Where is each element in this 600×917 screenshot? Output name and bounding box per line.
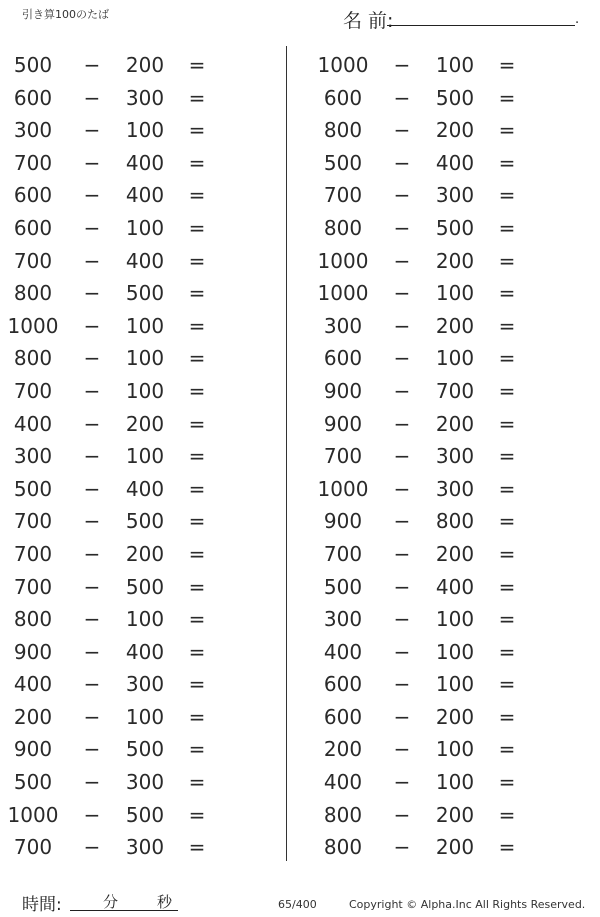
problem-row xyxy=(310,112,590,145)
minuend: 600 xyxy=(13,183,53,208)
minus-sign: − xyxy=(83,313,101,338)
minus-sign: − xyxy=(83,541,101,566)
problem-row xyxy=(310,145,590,178)
subtrahend: 100 xyxy=(125,704,165,729)
problem-row xyxy=(0,471,280,504)
minuend: 900 xyxy=(323,378,363,403)
problem-row xyxy=(310,373,590,406)
equals-sign: = xyxy=(498,53,516,77)
problem-row xyxy=(310,438,590,471)
problem-row xyxy=(0,536,280,569)
left-column xyxy=(0,47,280,862)
equals-sign: = xyxy=(188,281,206,306)
minuend: 700 xyxy=(13,150,53,175)
equals-sign: = xyxy=(188,835,206,860)
minuend: 300 xyxy=(323,607,363,632)
problem-row xyxy=(0,112,280,145)
minuend: 1000 xyxy=(317,281,369,306)
subtrahend: 800 xyxy=(435,509,475,534)
subtrahend: 100 xyxy=(125,444,165,469)
equals-sign: = xyxy=(498,313,516,338)
subtrahend: 200 xyxy=(125,541,165,566)
minuend: 700 xyxy=(13,835,53,860)
name-label: 名 前: xyxy=(343,10,394,32)
problem-row xyxy=(310,406,590,439)
equals-sign: = xyxy=(188,770,206,795)
problem-row xyxy=(0,340,280,373)
minuend: 600 xyxy=(323,704,363,729)
equals-sign: = xyxy=(188,476,206,501)
subtrahend: 200 xyxy=(125,53,165,77)
minuend: 800 xyxy=(323,215,363,240)
copyright-text: Copyright © Alpha.Inc All Rights Reserved. xyxy=(349,898,586,911)
minuend: 400 xyxy=(13,672,53,697)
equals-sign: = xyxy=(188,607,206,632)
problem-row xyxy=(0,634,280,667)
column-divider xyxy=(286,46,287,861)
minus-sign: − xyxy=(83,248,101,273)
minuend: 800 xyxy=(323,802,363,827)
minus-sign: − xyxy=(393,672,411,697)
subtrahend: 700 xyxy=(435,378,475,403)
minuend: 900 xyxy=(13,737,53,762)
minus-sign: − xyxy=(83,639,101,664)
minuend: 600 xyxy=(13,85,53,110)
minus-sign: − xyxy=(393,704,411,729)
problem-row xyxy=(0,406,280,439)
equals-sign: = xyxy=(498,835,516,860)
problem-row xyxy=(0,243,280,276)
equals-sign: = xyxy=(498,476,516,501)
subtrahend: 100 xyxy=(125,607,165,632)
subtrahend: 200 xyxy=(125,411,165,436)
minuend: 500 xyxy=(323,150,363,175)
problem-row xyxy=(310,601,590,634)
minus-sign: − xyxy=(83,509,101,534)
equals-sign: = xyxy=(498,639,516,664)
equals-sign: = xyxy=(498,118,516,143)
equals-sign: = xyxy=(188,672,206,697)
minuend: 700 xyxy=(13,248,53,273)
subtrahend: 100 xyxy=(435,607,475,632)
minuend: 200 xyxy=(323,737,363,762)
minus-sign: − xyxy=(393,378,411,403)
minuend: 400 xyxy=(323,639,363,664)
subtrahend: 400 xyxy=(125,183,165,208)
minuend: 400 xyxy=(13,411,53,436)
equals-sign: = xyxy=(498,248,516,273)
problem-row xyxy=(0,210,280,243)
problem-row xyxy=(310,308,590,341)
minuend: 1000 xyxy=(7,313,59,338)
equals-sign: = xyxy=(498,541,516,566)
minuend: 700 xyxy=(323,183,363,208)
minus-sign: − xyxy=(83,378,101,403)
problem-row xyxy=(0,145,280,178)
minus-sign: − xyxy=(83,85,101,110)
minus-sign: − xyxy=(393,150,411,175)
equals-sign: = xyxy=(188,85,206,110)
minus-sign: − xyxy=(83,770,101,795)
minuend: 600 xyxy=(13,215,53,240)
problem-row xyxy=(310,699,590,732)
equals-sign: = xyxy=(188,248,206,273)
problem-row xyxy=(310,80,590,113)
equals-sign: = xyxy=(188,378,206,403)
subtrahend: 200 xyxy=(435,802,475,827)
problem-row xyxy=(310,503,590,536)
minus-sign: − xyxy=(393,541,411,566)
problem-row xyxy=(310,731,590,764)
minus-sign: − xyxy=(83,704,101,729)
equals-sign: = xyxy=(498,281,516,306)
page-title: 引き算100のたば xyxy=(22,8,109,21)
problem-row xyxy=(310,797,590,830)
minutes-label: 分 xyxy=(103,893,119,911)
minus-sign: − xyxy=(393,85,411,110)
equals-sign: = xyxy=(498,183,516,208)
equals-sign: = xyxy=(188,509,206,534)
problem-row xyxy=(310,634,590,667)
minuend: 700 xyxy=(323,541,363,566)
equals-sign: = xyxy=(188,346,206,371)
subtrahend: 300 xyxy=(125,770,165,795)
equals-sign: = xyxy=(498,215,516,240)
equals-sign: = xyxy=(188,737,206,762)
minus-sign: − xyxy=(393,802,411,827)
minus-sign: − xyxy=(393,835,411,860)
problem-row xyxy=(0,503,280,536)
equals-sign: = xyxy=(188,150,206,175)
equals-sign: = xyxy=(188,53,206,77)
problem-row xyxy=(0,373,280,406)
name-line-dot: . xyxy=(575,12,580,27)
name-input-line[interactable] xyxy=(387,25,575,26)
minuend: 800 xyxy=(323,835,363,860)
subtrahend: 500 xyxy=(125,737,165,762)
problem-row xyxy=(310,829,590,862)
subtrahend: 100 xyxy=(125,313,165,338)
subtrahend: 400 xyxy=(125,639,165,664)
equals-sign: = xyxy=(498,704,516,729)
problem-row xyxy=(0,829,280,862)
minus-sign: − xyxy=(83,281,101,306)
minuend: 200 xyxy=(13,704,53,729)
subtrahend: 500 xyxy=(125,281,165,306)
subtrahend: 300 xyxy=(435,183,475,208)
minuend: 700 xyxy=(323,444,363,469)
minuend: 900 xyxy=(323,411,363,436)
subtrahend: 500 xyxy=(125,802,165,827)
minuend: 800 xyxy=(13,346,53,371)
equals-sign: = xyxy=(498,802,516,827)
minuend: 800 xyxy=(13,281,53,306)
equals-sign: = xyxy=(188,411,206,436)
minuend: 400 xyxy=(323,770,363,795)
equals-sign: = xyxy=(188,118,206,143)
minuend: 1000 xyxy=(317,248,369,273)
minus-sign: − xyxy=(83,574,101,599)
equals-sign: = xyxy=(498,509,516,534)
page-count: 65/400 xyxy=(278,898,317,911)
subtrahend: 200 xyxy=(435,411,475,436)
equals-sign: = xyxy=(498,346,516,371)
equals-sign: = xyxy=(188,704,206,729)
problem-row xyxy=(0,699,280,732)
minuend: 800 xyxy=(13,607,53,632)
minus-sign: − xyxy=(393,574,411,599)
minuend: 1000 xyxy=(317,53,369,77)
minuend: 300 xyxy=(13,118,53,143)
subtrahend: 500 xyxy=(435,85,475,110)
subtrahend: 100 xyxy=(125,118,165,143)
subtrahend: 100 xyxy=(125,346,165,371)
minuend: 700 xyxy=(13,509,53,534)
equals-sign: = xyxy=(188,183,206,208)
subtrahend: 300 xyxy=(125,672,165,697)
minuend: 500 xyxy=(13,476,53,501)
problem-row xyxy=(0,308,280,341)
problem-row xyxy=(0,666,280,699)
subtrahend: 500 xyxy=(125,509,165,534)
minus-sign: − xyxy=(83,835,101,860)
minus-sign: − xyxy=(393,346,411,371)
minus-sign: − xyxy=(83,150,101,175)
subtrahend: 300 xyxy=(125,835,165,860)
minus-sign: − xyxy=(393,281,411,306)
minus-sign: − xyxy=(393,215,411,240)
subtrahend: 100 xyxy=(435,346,475,371)
equals-sign: = xyxy=(498,378,516,403)
minus-sign: − xyxy=(83,411,101,436)
subtrahend: 500 xyxy=(125,574,165,599)
equals-sign: = xyxy=(498,607,516,632)
problem-row xyxy=(310,243,590,276)
subtrahend: 300 xyxy=(435,444,475,469)
right-column xyxy=(310,47,590,862)
minus-sign: − xyxy=(393,183,411,208)
minus-sign: − xyxy=(83,672,101,697)
problem-row xyxy=(0,797,280,830)
minus-sign: − xyxy=(393,607,411,632)
subtrahend: 400 xyxy=(125,248,165,273)
minus-sign: − xyxy=(83,346,101,371)
minus-sign: − xyxy=(83,215,101,240)
subtrahend: 100 xyxy=(435,281,475,306)
subtrahend: 100 xyxy=(435,672,475,697)
subtrahend: 100 xyxy=(435,770,475,795)
problem-row xyxy=(310,536,590,569)
subtrahend: 300 xyxy=(125,85,165,110)
minus-sign: − xyxy=(83,802,101,827)
subtrahend: 200 xyxy=(435,118,475,143)
problem-row xyxy=(310,47,590,80)
minuend: 600 xyxy=(323,85,363,110)
problem-row xyxy=(0,601,280,634)
problem-row xyxy=(0,177,280,210)
minuend: 300 xyxy=(323,313,363,338)
minuend: 900 xyxy=(323,509,363,534)
subtrahend: 200 xyxy=(435,835,475,860)
minuend: 500 xyxy=(323,574,363,599)
problem-row xyxy=(0,275,280,308)
subtrahend: 100 xyxy=(435,53,475,77)
equals-sign: = xyxy=(188,574,206,599)
subtrahend: 400 xyxy=(435,574,475,599)
minuend: 700 xyxy=(13,574,53,599)
minus-sign: − xyxy=(83,476,101,501)
subtrahend: 100 xyxy=(125,378,165,403)
equals-sign: = xyxy=(188,541,206,566)
subtrahend: 400 xyxy=(435,150,475,175)
subtrahend: 100 xyxy=(435,639,475,664)
equals-sign: = xyxy=(498,737,516,762)
minus-sign: − xyxy=(393,509,411,534)
minuend: 1000 xyxy=(317,476,369,501)
minuend: 700 xyxy=(13,378,53,403)
equals-sign: = xyxy=(188,215,206,240)
equals-sign: = xyxy=(188,313,206,338)
subtrahend: 200 xyxy=(435,704,475,729)
minus-sign: − xyxy=(83,53,101,77)
minus-sign: − xyxy=(393,248,411,273)
problem-row xyxy=(310,177,590,210)
problem-row xyxy=(0,731,280,764)
minus-sign: − xyxy=(393,770,411,795)
subtrahend: 100 xyxy=(435,737,475,762)
minuend: 500 xyxy=(13,53,53,77)
subtrahend: 100 xyxy=(125,215,165,240)
minuend: 1000 xyxy=(7,802,59,827)
minuend: 700 xyxy=(13,541,53,566)
equals-sign: = xyxy=(188,802,206,827)
minus-sign: − xyxy=(393,444,411,469)
problem-row xyxy=(0,47,280,80)
minuend: 900 xyxy=(13,639,53,664)
equals-sign: = xyxy=(498,672,516,697)
problem-row xyxy=(0,569,280,602)
minuend: 500 xyxy=(13,770,53,795)
minuend: 800 xyxy=(323,118,363,143)
problem-row xyxy=(310,666,590,699)
problem-row xyxy=(0,764,280,797)
minuend: 600 xyxy=(323,672,363,697)
time-label: 時間: xyxy=(22,895,62,915)
subtrahend: 200 xyxy=(435,313,475,338)
minuend: 300 xyxy=(13,444,53,469)
subtrahend: 400 xyxy=(125,150,165,175)
equals-sign: = xyxy=(498,150,516,175)
equals-sign: = xyxy=(188,639,206,664)
problem-row xyxy=(0,80,280,113)
problem-row xyxy=(310,275,590,308)
minus-sign: − xyxy=(83,183,101,208)
equals-sign: = xyxy=(498,770,516,795)
equals-sign: = xyxy=(498,574,516,599)
minus-sign: − xyxy=(83,737,101,762)
equals-sign: = xyxy=(498,444,516,469)
problem-row xyxy=(310,340,590,373)
subtrahend: 400 xyxy=(125,476,165,501)
minus-sign: − xyxy=(393,476,411,501)
seconds-label: 秒 xyxy=(157,893,173,911)
subtrahend: 200 xyxy=(435,248,475,273)
minus-sign: − xyxy=(83,444,101,469)
problem-row xyxy=(310,471,590,504)
equals-sign: = xyxy=(498,411,516,436)
equals-sign: = xyxy=(188,444,206,469)
subtrahend: 500 xyxy=(435,215,475,240)
minuend: 600 xyxy=(323,346,363,371)
minus-sign: − xyxy=(393,313,411,338)
problem-row xyxy=(310,569,590,602)
problem-row xyxy=(310,210,590,243)
minus-sign: − xyxy=(83,607,101,632)
minus-sign: − xyxy=(393,118,411,143)
subtrahend: 200 xyxy=(435,541,475,566)
minus-sign: − xyxy=(393,411,411,436)
minus-sign: − xyxy=(83,118,101,143)
minus-sign: − xyxy=(393,737,411,762)
problem-row xyxy=(310,764,590,797)
minus-sign: − xyxy=(393,53,411,77)
problem-row xyxy=(0,438,280,471)
equals-sign: = xyxy=(498,85,516,110)
subtrahend: 300 xyxy=(435,476,475,501)
minus-sign: − xyxy=(393,639,411,664)
